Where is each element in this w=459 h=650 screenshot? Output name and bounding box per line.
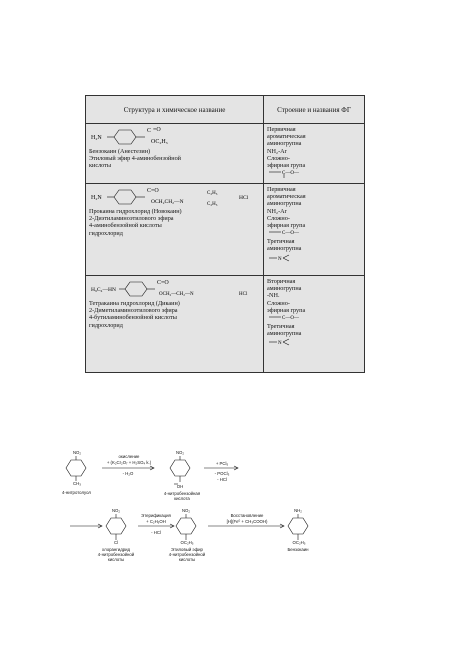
- svg-text:=O: =O: [153, 127, 161, 133]
- arrow3-label: Этерификация: [141, 513, 171, 518]
- group-line: Сложно-: [267, 214, 290, 222]
- drug-name-line: гидрохлорид: [89, 321, 123, 329]
- c2-bottom-group: OH: [176, 484, 184, 489]
- arrow1-label: окисление: [118, 454, 140, 459]
- tetracaine-structure: [89, 278, 260, 300]
- drug-name-line: Тетракаина гидрохлорид (Дикаин): [89, 300, 180, 307]
- group-line: аминогрупна: [267, 330, 302, 338]
- table-row: [86, 124, 364, 184]
- group-line: -NH.: [267, 292, 280, 300]
- group-line: Третичная: [267, 238, 295, 246]
- table-row: [86, 184, 364, 276]
- c2-name: 4-нитробензойная кислота: [163, 491, 201, 501]
- arrow1-reagent: + (K₂Cr₂O₇ + H₂SO₄ k.): [106, 460, 152, 465]
- formula-mid: OCH₂—CH₂—N: [159, 292, 194, 297]
- group-line: ароматическая: [267, 133, 306, 141]
- groups-cell: [264, 124, 364, 183]
- arrow3-reagent: + C₂H₅OH: [146, 519, 166, 524]
- group-line: Первичная: [267, 126, 296, 133]
- structure-cell: [86, 184, 264, 275]
- table-header: [86, 96, 364, 124]
- group-line: аминогрупна: [267, 140, 302, 148]
- drug-name-line: кислоты: [89, 162, 112, 170]
- structure-cell: [86, 124, 264, 183]
- table-row: [86, 276, 364, 373]
- c3-top-group: NO₂: [111, 508, 121, 513]
- svg-text:C—O—: C—O—: [282, 231, 299, 237]
- formula-left: H₂N: [91, 135, 102, 141]
- group-line: Вторичная: [267, 278, 296, 285]
- group-line: NH₂-Ar: [267, 207, 287, 215]
- c5-name: Бензокаин: [287, 547, 309, 552]
- svg-text:C: C: [147, 128, 152, 134]
- group-line: Третичная: [267, 323, 295, 331]
- c4-bottom-group: OC₂H₅: [180, 540, 194, 545]
- c3-bottom-group: Cl: [113, 540, 119, 545]
- group-line: аминогрупна: [267, 285, 302, 293]
- structure-cell: [86, 276, 264, 373]
- drug-name-line: Прокаина гидрохлорид (Новокаин): [89, 208, 182, 215]
- header-groups: Строение и названия ФГ: [277, 105, 351, 114]
- arrow3-byproduct: - HCl: [151, 530, 161, 535]
- benzocaine-synthesis-scheme: [62, 450, 398, 570]
- procaine-structure: [89, 186, 260, 208]
- group-line: эфирная група: [267, 162, 306, 170]
- c3-name: хлорангидрид 4-нитробензойной кислоты: [97, 547, 135, 562]
- svg-text:C=O: C=O: [157, 280, 169, 286]
- group-line: ароматическая: [267, 193, 306, 201]
- c5-bottom-group: OC₂H₅: [292, 540, 306, 545]
- groups-cell: [264, 184, 364, 275]
- arrow4-reagent: [H](Fe⁰ + CH₃COOH): [226, 519, 268, 524]
- svg-text:C—O—: C—O—: [282, 171, 299, 177]
- ester-group-icon: [267, 169, 307, 178]
- drug-structure-table: [85, 95, 365, 373]
- tertiary-amine-icon: [267, 337, 307, 346]
- groups-cell: [264, 276, 364, 373]
- svg-text:N: N: [278, 341, 282, 347]
- group-line: аминогрупна: [267, 245, 302, 253]
- arrow2-byproduct: - HCl: [217, 477, 227, 482]
- group-line: Первичная: [267, 186, 296, 193]
- header-structure: Структура и химическое название: [86, 96, 264, 123]
- svg-text:C=O: C=O: [147, 188, 159, 194]
- c2-top-group: NO₂: [175, 450, 185, 455]
- group-line: аминогрупна: [267, 200, 302, 208]
- drug-name-line: гидрохлорид: [89, 229, 123, 237]
- formula-left: H₉C₄—HN: [91, 287, 116, 293]
- formula-right: OC₂H₅: [151, 139, 168, 145]
- group-line: эфирная група: [267, 306, 306, 314]
- formula-sub: C₂H₅: [207, 191, 218, 196]
- formula-salt: HCl: [239, 292, 248, 297]
- formula-mid: OCH₂CH₂—N: [151, 199, 184, 205]
- c1-top-group: NO₂: [72, 450, 82, 455]
- group-line: Сложно-: [267, 299, 290, 307]
- drug-name-line: 4-бутиламинобензойной кислоты: [89, 314, 177, 322]
- drug-name-line: 2-Диэтиламиноэтилового эфира: [89, 215, 174, 223]
- formula-left: H₂N: [91, 195, 102, 201]
- svg-text:N: N: [278, 256, 282, 262]
- drug-name-line: 4-аминобензойной кислоты: [89, 222, 162, 230]
- ester-group-icon: [267, 314, 307, 323]
- svg-text:C—O—: C—O—: [282, 316, 299, 322]
- drug-name-line: Бензокаин (Анестезин): [89, 148, 151, 155]
- group-line: эфирная група: [267, 222, 306, 230]
- arrow4-label: Восстановление: [230, 513, 264, 518]
- arrow2-byproduct: - POCl₃: [214, 471, 230, 476]
- benzocaine-structure: [89, 126, 260, 148]
- c4-top-group: NO₂: [181, 508, 191, 513]
- c5-top-group: NH₂: [294, 508, 302, 513]
- arrow2-reagent: + PCl₅: [215, 461, 229, 466]
- c4-name: Этиловый эфир 4-нитробензойной кислоты: [168, 547, 206, 562]
- c1-name: 4-нитротолуол: [62, 490, 91, 495]
- group-line: NH₂-Ar: [267, 147, 287, 155]
- drug-name-line: 2-Диметиламиноэтилового эфира: [89, 307, 178, 315]
- drug-name-line: Этиловый эфир 4-аминобензойной: [89, 155, 181, 163]
- arrow1-byproduct: - H₂O: [122, 471, 134, 476]
- ester-group-icon: [267, 229, 307, 238]
- c1-bottom-group: CH₃: [73, 481, 81, 486]
- tertiary-amine-icon: [267, 253, 307, 262]
- formula-salt: HCl: [239, 195, 249, 201]
- formula-sub: C₂H₅: [207, 202, 218, 207]
- group-line: Сложно-: [267, 154, 290, 162]
